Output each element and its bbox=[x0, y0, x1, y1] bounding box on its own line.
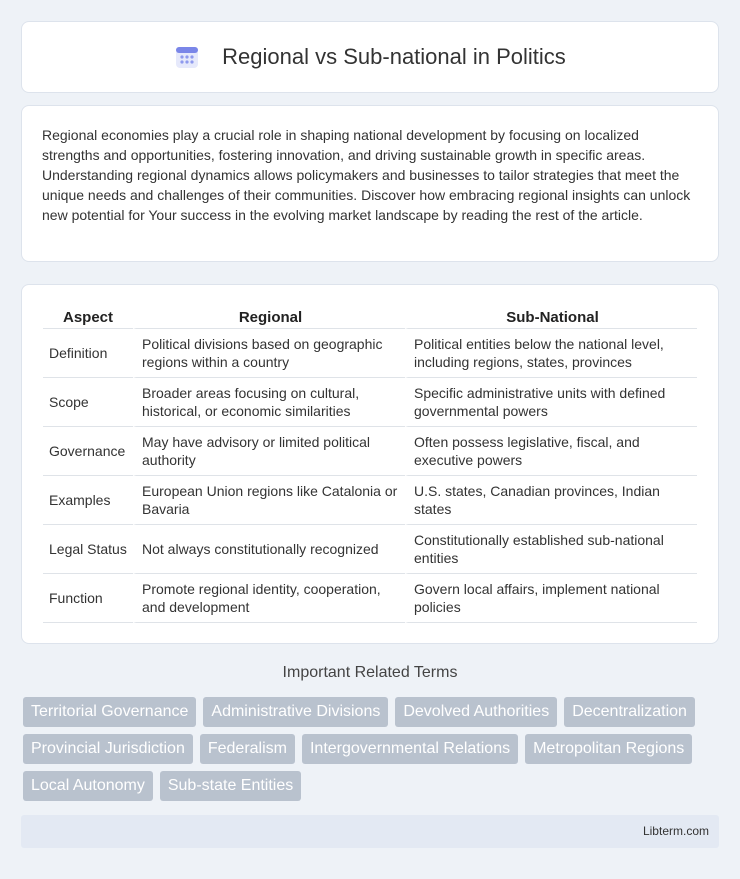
comparison-table bbox=[43, 305, 697, 623]
calendar-icon bbox=[174, 44, 200, 70]
related-term-tag[interactable]: Provincial Jurisdiction bbox=[23, 734, 193, 764]
table-cell-sub-national: Specific administrative units with defined governmental powers bbox=[405, 378, 697, 427]
intro-card bbox=[21, 105, 719, 262]
related-term-tag[interactable]: Decentralization bbox=[564, 697, 695, 727]
related-term-tag[interactable]: Administrative Divisions bbox=[203, 697, 388, 727]
table-cell-aspect: Function bbox=[43, 574, 133, 623]
table-cell-regional: May have advisory or limited political authority bbox=[133, 427, 405, 476]
related-term-tag[interactable]: Local Autonomy bbox=[23, 771, 153, 801]
related-term-tag[interactable]: Federalism bbox=[200, 734, 295, 764]
comparison-card bbox=[21, 284, 719, 644]
table-row bbox=[43, 378, 697, 427]
header-regional: Regional bbox=[133, 305, 405, 329]
footer bbox=[21, 815, 719, 848]
table-cell-sub-national: U.S. states, Canadian provinces, Indian states bbox=[405, 476, 697, 525]
table-row bbox=[43, 476, 697, 525]
page-title: Regional vs Sub-national in Politics bbox=[222, 44, 566, 69]
header-sub-national: Sub-National bbox=[405, 305, 697, 329]
header-card bbox=[21, 21, 719, 93]
table-row bbox=[43, 427, 697, 476]
table-cell-regional: Promote regional identity, cooperation, and development bbox=[133, 574, 405, 623]
footer-brand-link[interactable]: Libterm.com bbox=[642, 824, 709, 838]
related-term-tag[interactable]: Intergovernmental Relations bbox=[302, 734, 518, 764]
related-terms-list bbox=[23, 697, 713, 801]
table-cell-aspect: Scope bbox=[43, 378, 133, 427]
table-cell-regional: Political divisions based on geographic regions within a country bbox=[133, 329, 405, 378]
table-cell-sub-national: Constitutionally established sub-national entities bbox=[405, 525, 697, 574]
related-term-tag[interactable]: Sub-state Entities bbox=[160, 771, 301, 801]
table-cell-sub-national: Often possess legislative, fiscal, and executive powers bbox=[405, 427, 697, 476]
table-cell-regional: Not always constitutionally recognized bbox=[133, 525, 405, 574]
table-header-row bbox=[43, 305, 697, 329]
table-cell-aspect: Governance bbox=[43, 427, 133, 476]
table-row bbox=[43, 574, 697, 623]
related-term-tag[interactable]: Territorial Governance bbox=[23, 697, 196, 727]
table-cell-aspect: Legal Status bbox=[43, 525, 133, 574]
intro-text: Regional economies play a crucial role in shaping national development by focusing on localized strengths and opportunities, fostering innovation, and driving sustainable growth in specific areas. Understanding regional dynamics allows policymakers and businesses to tailor strategies that meet the unique needs and challenges of their communities. Discover how embracing regional insights can unlock new potential for Your success in the evolving market landscape by reading the rest of the article. bbox=[42, 127, 691, 223]
header-aspect: Aspect bbox=[43, 305, 133, 329]
related-terms-title: Important Related Terms bbox=[282, 664, 458, 681]
table-cell-aspect: Definition bbox=[43, 329, 133, 378]
table-cell-regional: European Union regions like Catalonia or Bavaria bbox=[133, 476, 405, 525]
related-term-tag[interactable]: Metropolitan Regions bbox=[525, 734, 692, 764]
table-cell-sub-national: Govern local affairs, implement national policies bbox=[405, 574, 697, 623]
table-row bbox=[43, 525, 697, 574]
table-cell-regional: Broader areas focusing on cultural, historical, or economic similarities bbox=[133, 378, 405, 427]
related-term-tag[interactable]: Devolved Authorities bbox=[395, 697, 557, 727]
table-row bbox=[43, 329, 697, 378]
table-cell-aspect: Examples bbox=[43, 476, 133, 525]
table-cell-sub-national: Political entities below the national level, including regions, states, provinces bbox=[405, 329, 697, 378]
